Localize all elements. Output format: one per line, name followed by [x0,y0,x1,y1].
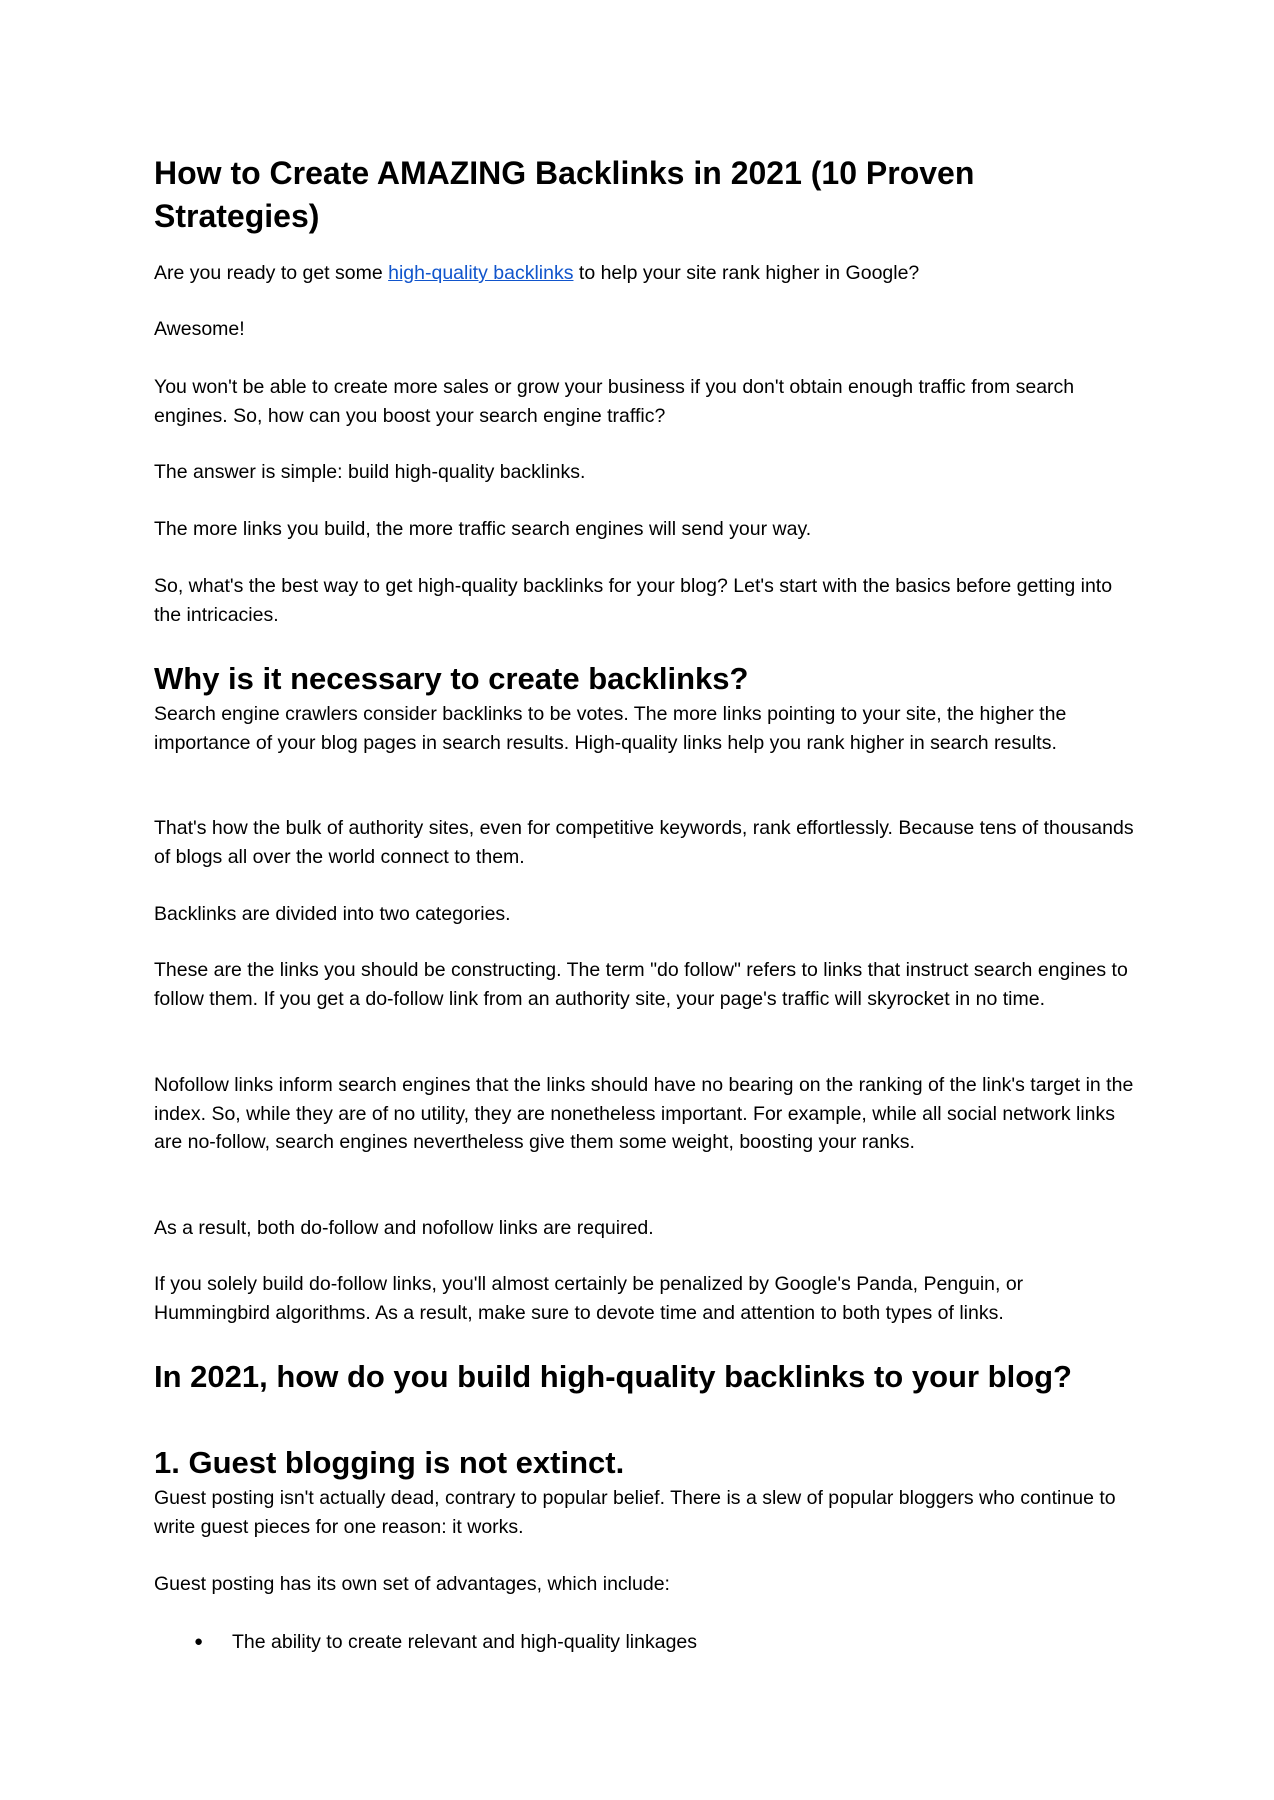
paragraph: Guest posting isn't actually dead, contrary to popular belief. There is a slew of popular bloggers who continue to write guest pieces for one reason: it works. [154,1487,1116,1538]
page-title: How to Create AMAZING Backlinks in 2021 (10 Proven Strategies) [154,155,975,234]
intro-paragraph [154,259,1134,288]
paragraph: You won't be able to create more sales or grow your business if you don't obtain enough traffic from search engines. So, how can you boost your search engine traffic? [154,376,1075,427]
high-quality-backlinks-link[interactable]: high-quality backlinks [388,262,574,284]
paragraph: If you solely build do-follow links, you'll almost certainly be penalized by Google's Panda, Penguin, or Hummingbird algorithms. As a result, make sure to devote time and attention to both types of links. [154,1273,1024,1324]
intro-text-end: to help your site rank higher in Google? [573,262,920,284]
section-heading: In 2021, how do you build high-quality backlinks to your blog? [154,1359,1072,1394]
bullet-icon: ● [194,1633,204,1650]
paragraph: The answer is simple: build high-quality backlinks. [154,461,586,483]
paragraph: Nofollow links inform search engines that the links should have no bearing on the ranking of the link's target in the index. So, while they are of no utility, they are nonetheless important. For example, while all social network links are no-follow, search engines nevertheless give them some weight, boosting your ranks. [154,1074,1134,1153]
paragraph: That's how the bulk of authority sites, even for competitive keywords, rank effortlessly. Because tens of thousands of blogs all over the world connect to them. [154,817,1134,868]
paragraph: Search engine crawlers consider backlinks to be votes. The more links pointing to your site, the higher the importance of your blog pages in search results. High-quality links help you rank higher in search results. [154,703,1067,754]
paragraph: The more links you build, the more traffic search engines will send your way. [154,518,812,540]
paragraph: As a result, both do-follow and nofollow links are required. [154,1217,654,1239]
section-heading: Why is it necessary to create backlinks? [154,661,749,696]
paragraph: Awesome! [154,318,245,340]
paragraph: So, what's the best way to get high-quality backlinks for your blog? Let's start with the basics before getting into the intricacies. [154,575,1113,626]
list-item: The ability to create relevant and high-quality linkages [232,1631,698,1653]
paragraph: These are the links you should be constructing. The term "do follow" refers to links that instruct search engines to follow them. If you get a do-follow link from an authority site, your page's traffic will skyrocket in no time. [154,959,1128,1010]
paragraph: Guest posting has its own set of advantages, which include: [154,1573,670,1595]
section-heading: 1. Guest blogging is not extinct. [154,1445,625,1480]
paragraph: Backlinks are divided into two categories. [154,903,511,925]
intro-text: Are you ready to get some [154,262,389,284]
